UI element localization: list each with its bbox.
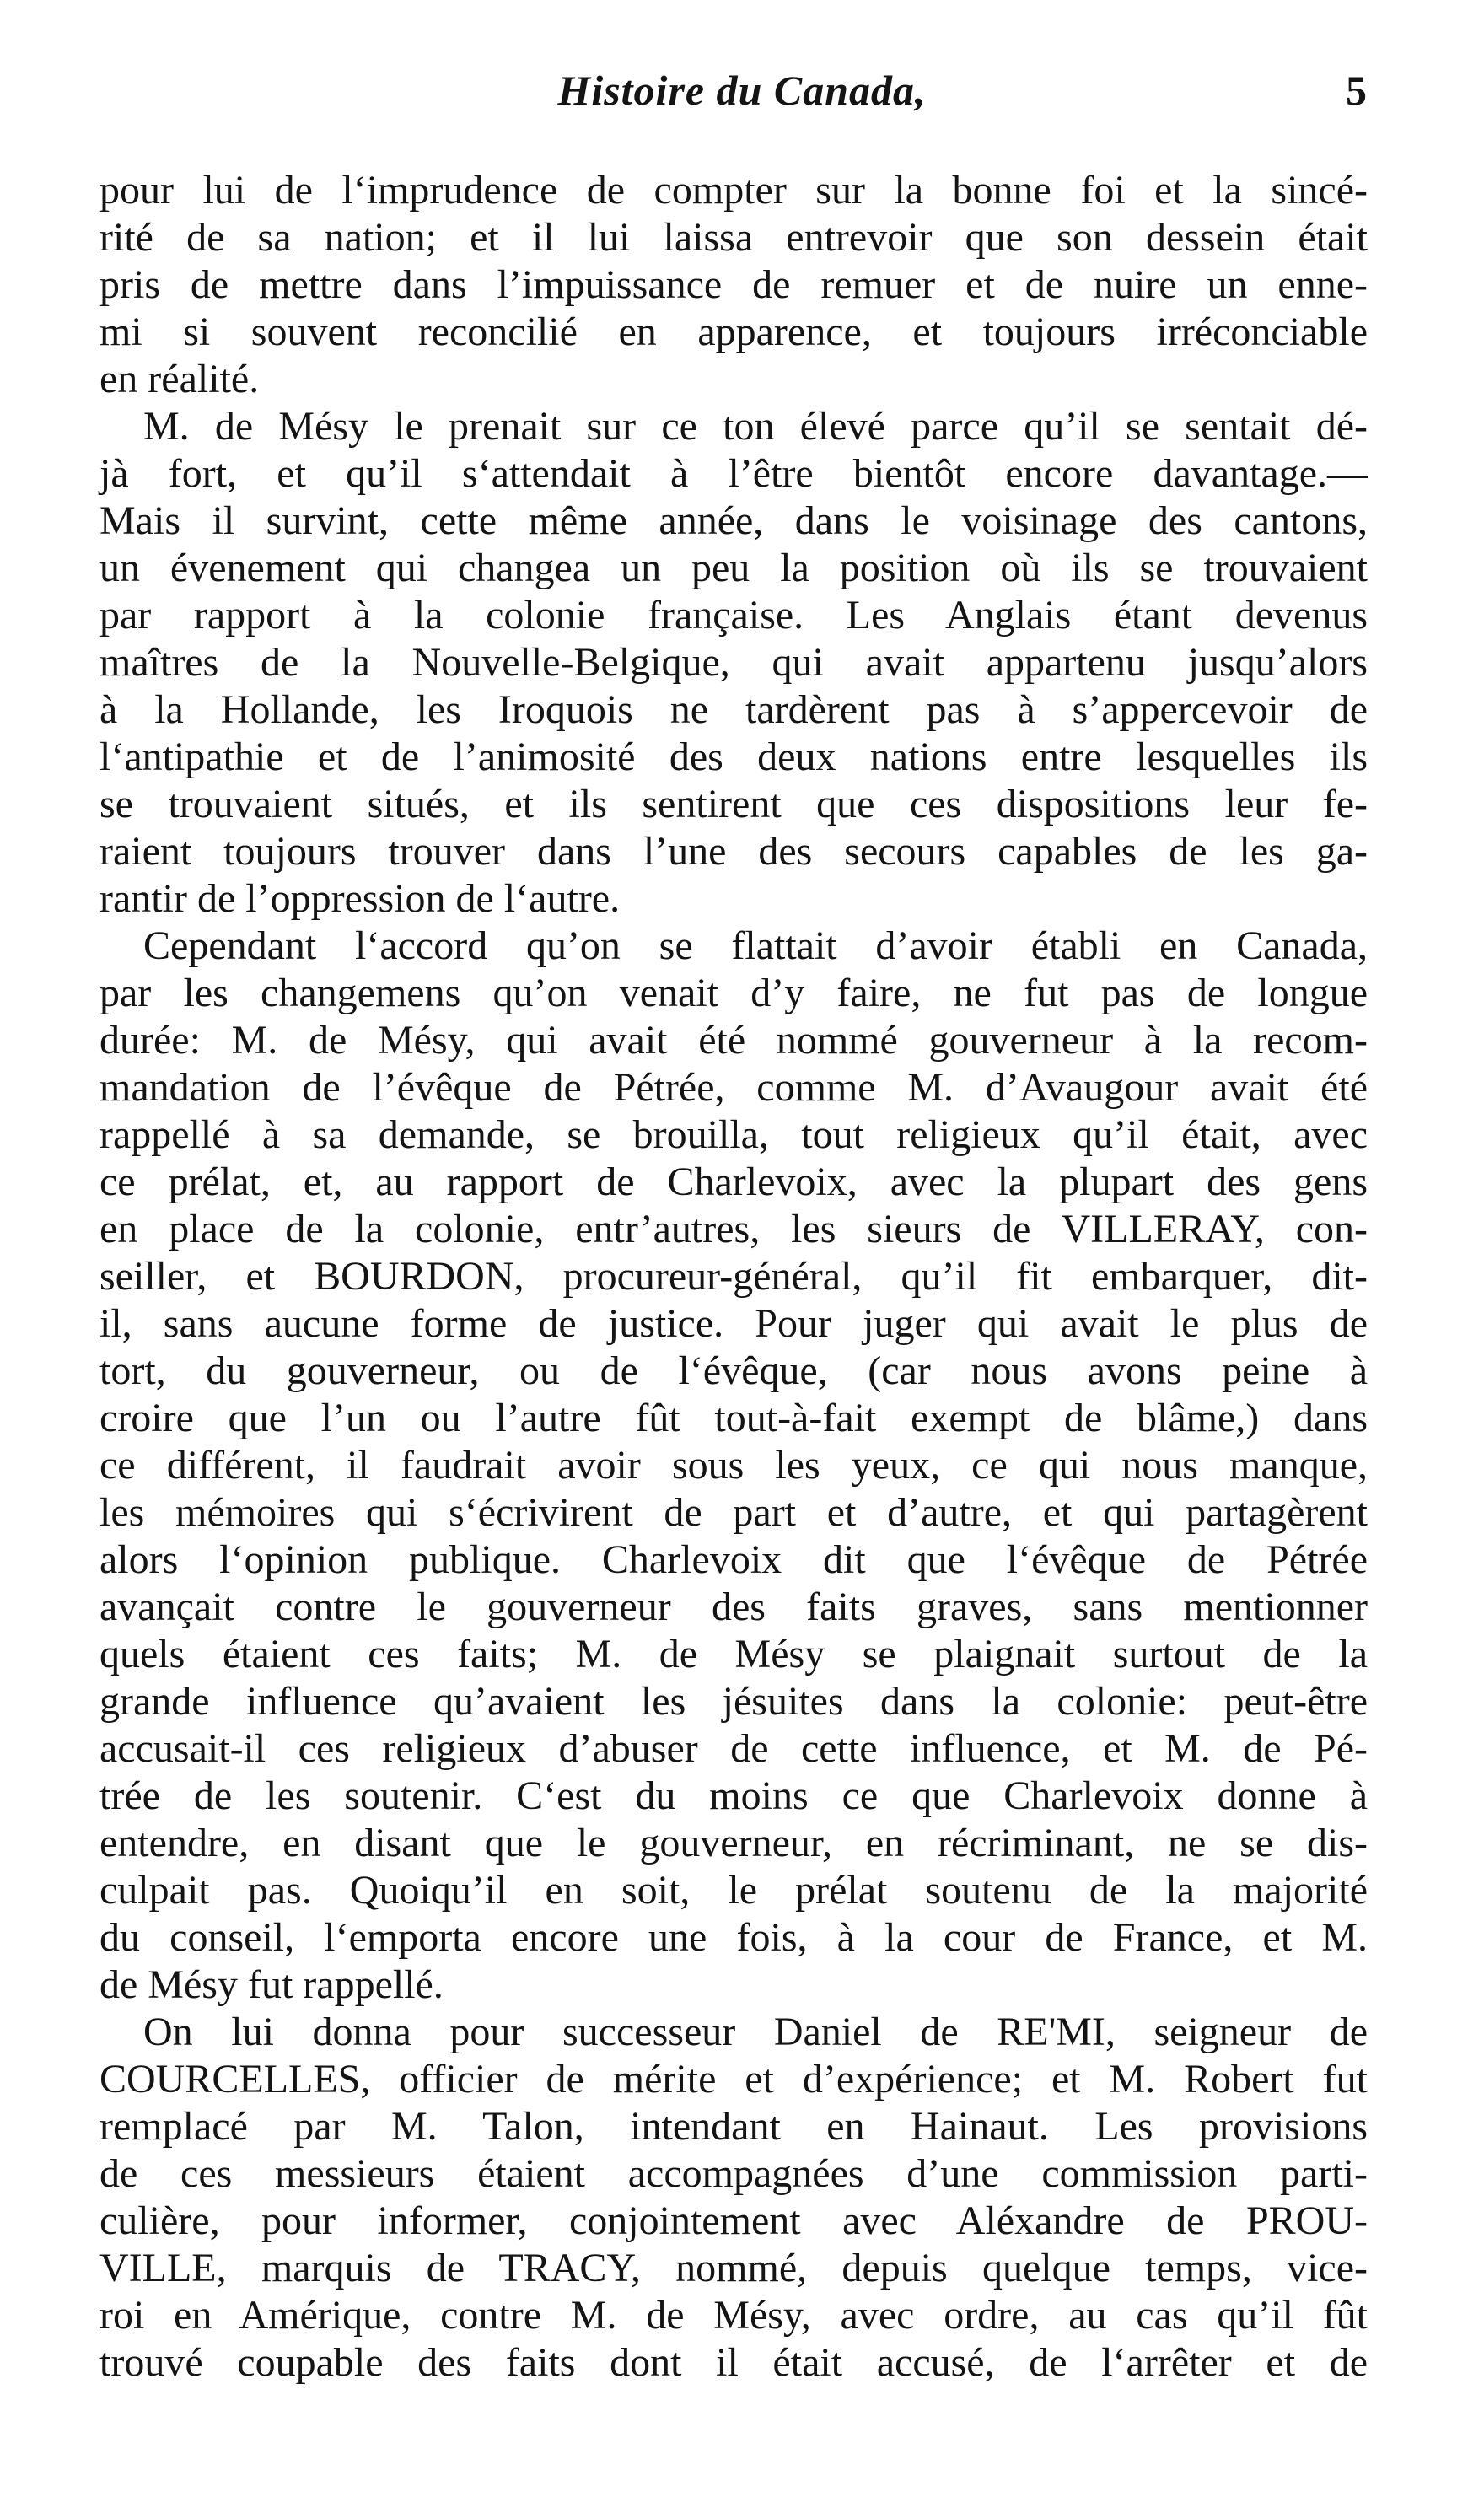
text-line: VILLE, marquis de TRACY, nommé, depuis quelque temps, vice- (99, 2246, 1368, 2290)
paragraph (99, 167, 1368, 403)
text-line: rité de sa nation; et il lui laissa entrevoir que son dessein était (99, 215, 1368, 260)
running-title: Histoire du Canada, (557, 67, 927, 114)
paragraph (99, 403, 1368, 923)
text-line: tort, du gouverneur, ou de l‘évêque, (car nous avons peine à (99, 1348, 1368, 1393)
text-line: l‘antipathie et de l’animosité des deux nations entre lesquelles ils (99, 735, 1368, 779)
text-line: raient toujours trouver dans l’une des secours capables de les ga- (99, 829, 1368, 874)
text-line: grande influence qu’avaient les jésuites dans la colonie: peut-être (99, 1679, 1368, 1724)
text-line: mandation de l’évêque de Pétrée, comme M. d’Avaugour avait été (99, 1065, 1368, 1110)
text-line: un évenement qui changea un peu la position où ils se trouvaient (99, 546, 1368, 590)
text-line: en réalité. (99, 357, 260, 401)
text-line: de Mésy fut rappellé. (99, 1962, 444, 2007)
text-line: les mémoires qui s‘écrivirent de part et d’autre, et qui partagèrent (99, 1490, 1368, 1535)
text-line: en place de la colonie, entr’autres, les sieurs de VILLERAY, con- (99, 1207, 1368, 1251)
text-line: se trouvaient situés, et ils sentirent que ces dispositions leur fe- (99, 782, 1368, 826)
text-line: COURCELLES, officier de mérite et d’expérience; et M. Robert fut (99, 2057, 1368, 2101)
text-line: durée: M. de Mésy, qui avait été nommé gouverneur à la recom- (99, 1018, 1368, 1063)
text-line: ce prélat, et, au rapport de Charlevoix, avec la plupart des gens (99, 1160, 1368, 1204)
text-line: par les changemens qu’on venait d’y faire, ne fut pas de longue (99, 971, 1368, 1015)
paragraph (99, 2009, 1368, 2387)
text-line: par rapport à la colonie française. Les Anglais étant devenus (99, 593, 1368, 638)
text-line: mi si souvent reconcilié en apparence, et toujours irréconciable (99, 309, 1368, 354)
text-line: entendre, en disant que le gouverneur, en récriminant, ne se dis- (99, 1821, 1368, 1865)
text-line: accusait-il ces religieux d’abuser de cette influence, et M. de Pé- (99, 1726, 1368, 1771)
text-line: avançait contre le gouverneur des faits graves, sans mentionner (99, 1585, 1368, 1629)
paragraph (99, 923, 1368, 2009)
text-line: Mais il survint, cette même année, dans le voisinage des cantons, (99, 498, 1368, 543)
text-line: à la Hollande, les Iroquois ne tardèrent pas à s’appercevoir de (99, 687, 1368, 732)
body-text (99, 167, 1368, 2387)
text-line: il, sans aucune forme de justice. Pour juger qui avait le plus de (99, 1301, 1368, 1346)
text-line: seiller, et BOURDON, procureur-général, qu’il fit embarquer, dit- (99, 1254, 1368, 1299)
text-line: rantir de l’oppression de l‘autre. (99, 876, 621, 921)
text-line: pour lui de l‘imprudence de compter sur la bonne foi et la sincé- (99, 168, 1368, 213)
text-line: remplacé par M. Talon, intendant en Hainaut. Les provisions (99, 2104, 1368, 2149)
page-number: 5 (1346, 67, 1367, 114)
text-line: M. de Mésy le prenait sur ce ton élevé parce qu’il se sentait dé- (143, 404, 1368, 449)
text-line: Cependant l‘accord qu’on se flattait d’avoir établi en Canada, (143, 923, 1368, 968)
text-line: culière, pour informer, conjointement avec Aléxandre de PROU- (99, 2198, 1368, 2243)
text-line: On lui donna pour successeur Daniel de RE'MI, seigneur de (143, 2010, 1368, 2054)
text-line: croire que l’un ou l’autre fût tout-à-fait exempt de blâme,) dans (99, 1396, 1368, 1440)
text-line: quels étaient ces faits; M. de Mésy se plaignait surtout de la (99, 1632, 1368, 1676)
text-line: trouvé coupable des faits dont il était accusé, de l‘arrêter et de (99, 2340, 1368, 2385)
text-line: du conseil, l‘emporta encore une fois, à la cour de France, et M. (99, 1915, 1368, 1960)
text-line: pris de mettre dans l’impuissance de remuer et de nuire un enne- (99, 262, 1368, 307)
text-line: de ces messieurs étaient accompagnées d’une commission parti- (99, 2151, 1368, 2196)
text-line: alors l‘opinion publique. Charlevoix dit que l‘évêque de Pétrée (99, 1537, 1368, 1582)
text-line: culpait pas. Quoiqu’il en soit, le prélat soutenu de la majorité (99, 1868, 1368, 1913)
running-header (0, 66, 1484, 125)
text-line: ce différent, il faudrait avoir sous les yeux, ce qui nous manque, (99, 1443, 1368, 1488)
text-line: roi en Amérique, contre M. de Mésy, avec ordre, au cas qu’il fût (99, 2293, 1368, 2338)
text-line: rappellé à sa demande, se brouilla, tout religieux qu’il était, avec (99, 1112, 1368, 1157)
text-line: maîtres de la Nouvelle-Belgique, qui avait appartenu jusqu’alors (99, 640, 1368, 685)
text-line: jà fort, et qu’il s‘attendait à l’être bientôt encore davantage.— (99, 451, 1368, 496)
text-line: trée de les soutenir. C‘est du moins ce que Charlevoix donne à (99, 1773, 1368, 1818)
